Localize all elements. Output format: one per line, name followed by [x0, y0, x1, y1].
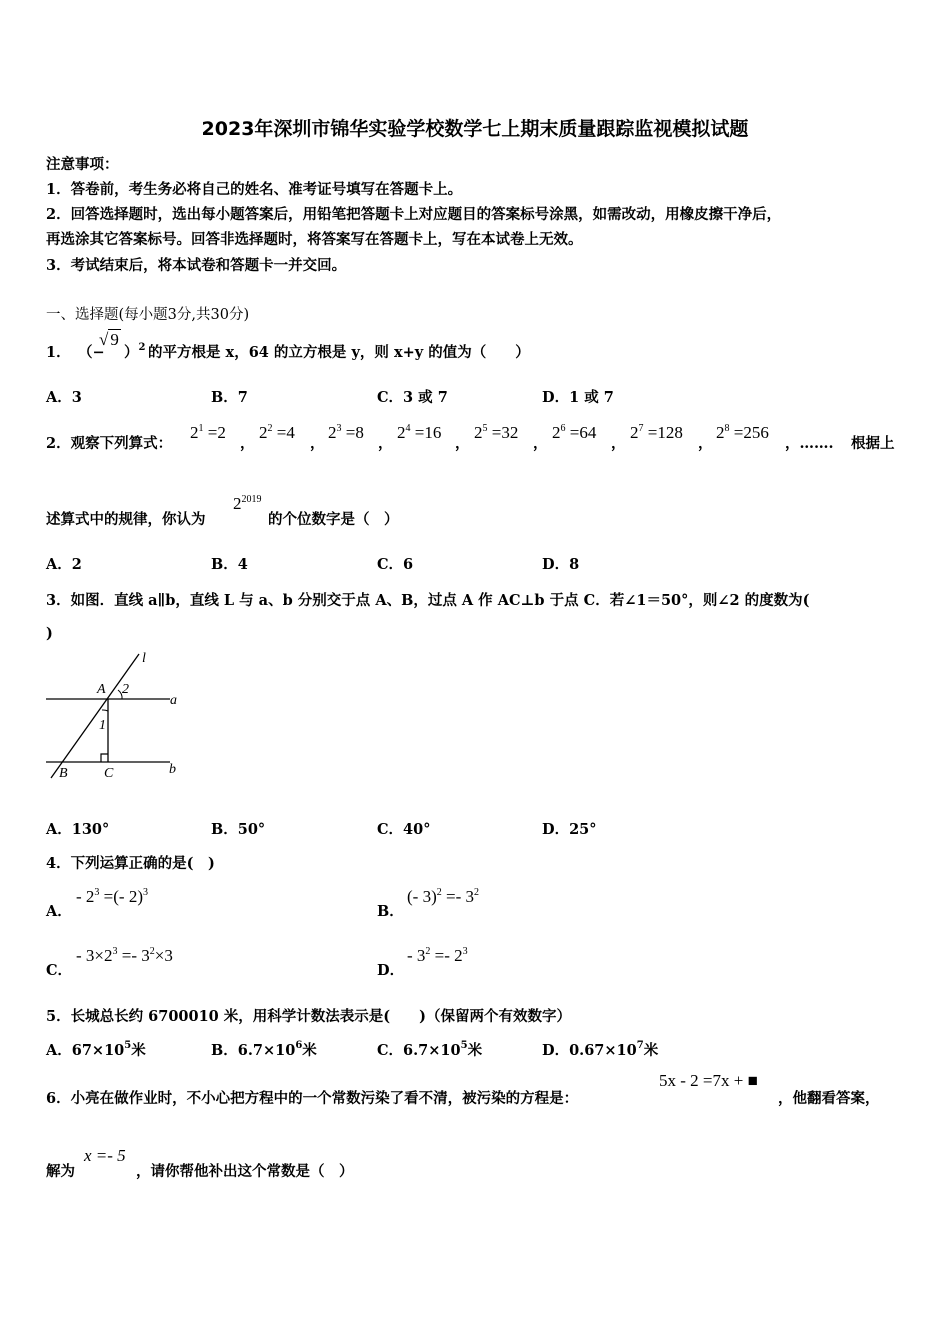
q1-paren-open: （−	[78, 344, 105, 361]
label-C: C	[104, 766, 114, 781]
q5-option-c[interactable]: C．$6.7\times 10^5$米	[377, 1040, 483, 1059]
q1-exponent: 2	[138, 342, 146, 353]
q2-power-4: $2^4 =16$	[397, 423, 442, 442]
q4-expr-d: - $3^2 =- 2^3$	[407, 946, 468, 965]
q5-option-b[interactable]: B．$6.7\times 10^6$米	[211, 1040, 317, 1059]
q2-sep: ，	[455, 435, 470, 452]
q1-paren-close-text: ）	[124, 344, 139, 361]
q1-option-d[interactable]: D．1 或 7	[542, 389, 614, 406]
q4-option-b[interactable]: B．	[377, 903, 404, 920]
q2-power-3: $2^3 =8$	[328, 423, 364, 442]
q4-option-c[interactable]: C．	[46, 962, 73, 979]
line-l	[51, 654, 139, 778]
q1-option-a[interactable]: A．3	[46, 389, 82, 406]
q2-power-5: $2^5 =32$	[474, 423, 519, 442]
section-heading: 一、选择题(每小题3分,共30分)	[46, 307, 250, 323]
q2-power-8: $2^8 =256$	[716, 423, 769, 442]
q3-option-b[interactable]: B．50°	[211, 821, 266, 838]
q4-option-d[interactable]: D．	[377, 962, 405, 979]
q2-tail: 根据上	[851, 435, 895, 452]
q2-power-1: $2^1 =2$	[190, 423, 226, 442]
notice-item-2: 2．回答选择题时，选出每小题答案后，用铅笔把答题卡上对应题目的答案标号涂黑，如需改动，用橡皮擦干净后，	[46, 206, 782, 223]
q2-option-b[interactable]: B．4	[211, 556, 248, 573]
q3-text: 3．如图．直线 a∥b，直线 L 与 a、b 分别交于点 A、B，过点 A 作 AC⊥b 于点 C．若∠1＝50°，则∠2 的度数为(	[46, 592, 810, 609]
q4-option-a[interactable]: A．	[46, 903, 72, 920]
q3-option-c[interactable]: C．40°	[377, 821, 431, 838]
q2-power-2: $2^2 =4$	[259, 423, 295, 442]
q3-option-d[interactable]: D．25°	[542, 821, 597, 838]
notice-item-1: 1．答卷前，考生务必将自己的姓名、准考证号填写在答题卡上。	[46, 181, 463, 198]
q2-sep: ，	[533, 435, 548, 452]
q2-intro: 2．观察下列算式：	[46, 435, 173, 452]
label-angle-1: 1	[99, 718, 106, 733]
q4-expr-b: (- $3)^2 =- 3^2$	[407, 887, 479, 906]
q1-sqrt	[99, 330, 121, 350]
q6-equation: 5x - 2 =7x + ■	[659, 1071, 758, 1090]
q1-paren-close	[124, 341, 145, 362]
q2-sep: ，	[698, 435, 713, 452]
sqrt-icon: √	[99, 330, 109, 349]
q2-ellipsis: ，…….	[785, 435, 834, 452]
exam-title: 2023年深圳市锦华实验学校数学七上期末质量跟踪监视模拟试题	[201, 118, 749, 140]
q2-power-6: $2^6 =64$	[552, 423, 597, 442]
q5-text: 5．长城总长约 6700010 米，用科学计数法表示是( )（保留两个有效数字）	[46, 1008, 572, 1025]
q2-sep: ，	[310, 435, 325, 452]
q6-solution: x =- 5	[84, 1146, 126, 1165]
q2-power-7: $2^7 =128$	[630, 423, 683, 442]
notice-item-3: 3．考试结束后，将本试卷和答题卡一并交回。	[46, 257, 347, 274]
label-angle-2: 2	[122, 682, 129, 697]
q6-text-tail: ，他翻看答案，	[778, 1090, 880, 1107]
q6-line2-a: 解为	[46, 1163, 75, 1180]
label-B: B	[59, 766, 68, 781]
q4-expr-a: - $2^3$ =(- 2)$^3$	[76, 887, 148, 906]
right-angle-icon	[101, 754, 108, 762]
q2-sep: ，	[611, 435, 626, 452]
q1-number: 1．	[46, 344, 71, 361]
q3-geometry-figure	[44, 650, 190, 784]
q2-line2-a: 述算式中的规律，你认为	[46, 511, 206, 528]
ink-blot-icon: ■	[747, 1071, 758, 1090]
q1-option-c[interactable]: C．3 或 7	[377, 389, 448, 406]
label-l: l	[142, 651, 146, 666]
notice-item-2-cont: 再选涂其它答案标号。回答非选择题时，将答案写在答题卡上，写在本试卷上无效。	[46, 231, 583, 248]
q4-text: 4．下列运算正确的是( )	[46, 855, 215, 872]
q3-text-cont: )	[46, 625, 53, 642]
notice-heading: 注意事项：	[46, 156, 119, 173]
q2-option-c[interactable]: C．6	[377, 556, 414, 573]
q5-option-d[interactable]: D．$0.67\times 10^7$米	[542, 1040, 659, 1059]
angle-1-arc	[102, 710, 108, 711]
q2-option-d[interactable]: D．8	[542, 556, 580, 573]
q1-option-b[interactable]: B．7	[211, 389, 248, 406]
q3-option-a[interactable]: A．130°	[46, 821, 110, 838]
q1-radicand: 9	[110, 330, 119, 349]
q2-big-power: $2^{2019}$	[233, 494, 262, 513]
q2-sep: ，	[378, 435, 393, 452]
q2-sep: ，	[240, 435, 255, 452]
q2-option-a[interactable]: A．2	[46, 556, 82, 573]
q2-line2-b: 的个位数字是（ ）	[268, 511, 399, 528]
q4-expr-c: - $3\times 2^3 =- 3^2\times 3$	[76, 946, 173, 965]
q6-line2-b: ，请你帮他补出这个常数是（ ）	[136, 1163, 354, 1180]
label-A: A	[97, 682, 106, 697]
label-b: b	[169, 762, 176, 777]
q5-option-a[interactable]: A．$67\times 10^5$米	[46, 1040, 146, 1059]
q1-text: 的平方根是 x，64 的立方根是 y，则 x+y 的值为（ ）	[148, 344, 530, 361]
q6-text: 6．小亮在做作业时，不小心把方程中的一个常数污染了看不清，被污染的方程是：	[46, 1090, 579, 1107]
label-a: a	[170, 693, 177, 708]
